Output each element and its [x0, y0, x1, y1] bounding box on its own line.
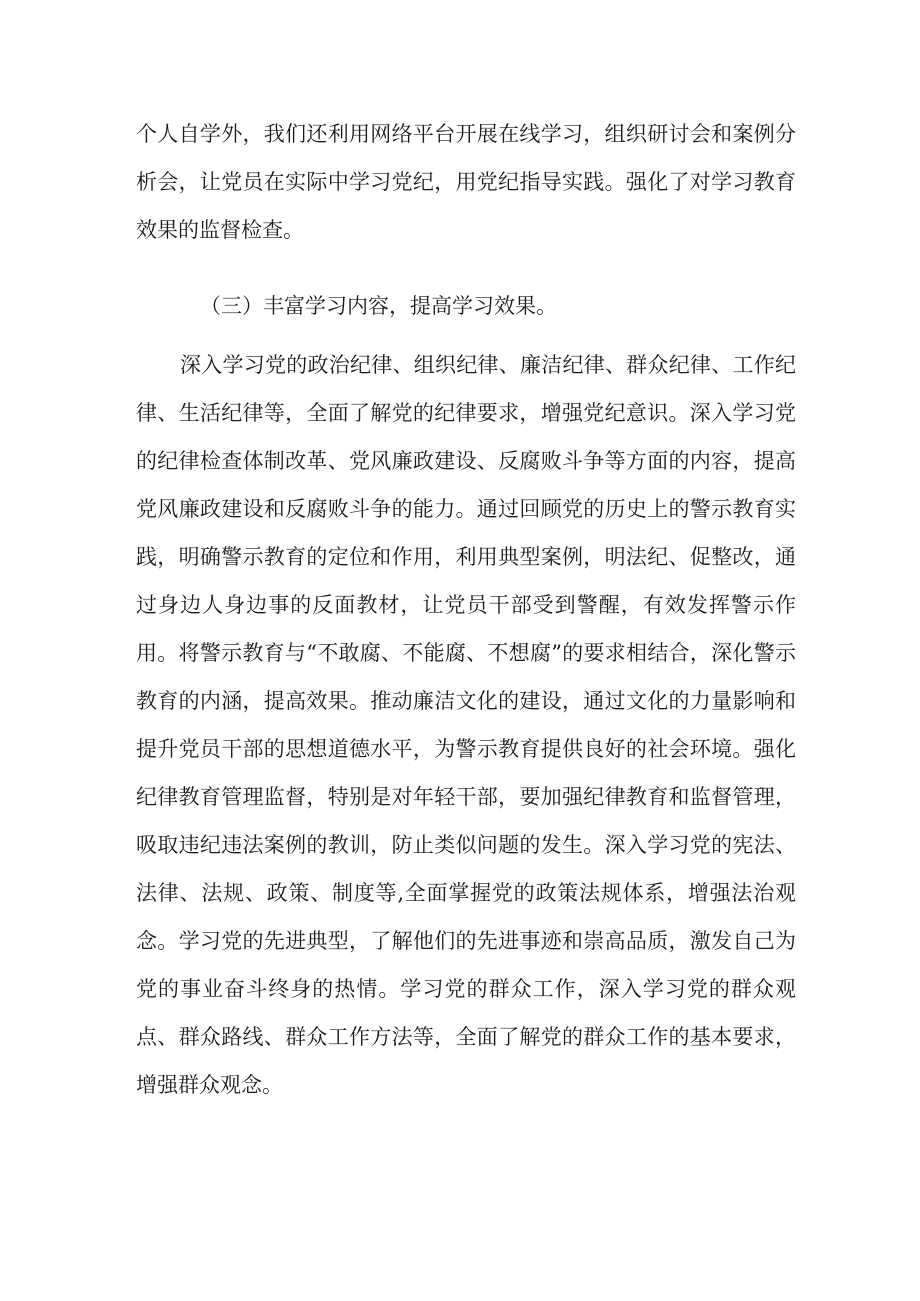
section-heading: （三）丰富学习内容，提高学习效果。	[200, 294, 557, 318]
body-paragraph: 深入学习党的政治纪律、组织纪律、廉洁纪律、群众纪律、工作纪律、生活纪律等，全面了解党的纪律要求，增强党纪意识。深入学习党的纪律检查体制改革、党风廉政建设、反腐败斗争等方面的内容，提高党风廉政建设和反腐败斗争的能力。通过回顾党的历史上的警示教育实践，明确警示教育的定位和作用，利用典型案例，明法纪、促整改，通过身边人身边事的反面教材，让党员干部受到警醒，有效发挥警示作用。将警示教育与“不敢腐、不能腐、不想腐”的要求相结合，深化警示教育的内涵，提高效果。推动廉洁文化的建设，通过文化的力量影响和提升党员干部的思想道德水平，为警示教育提供良好的社会环境。强化纪律教育管理监督，特别是对年轻干部，要加强纪律教育和监督管理，吸取违纪违法案例的教训，防止类似问题的发生。深入学习党的宪法、法律、法规、政策、制度等,全面掌握党的政策法规体系，增强法治观念。学习党的先进典型，了解他们的先进事迹和崇高品质，激发自己为党的事业奋斗终身的热情。学习党的群众工作，深入学习党的群众观点、群众路线、群众工作方法等，全面了解党的群众工作的基本要求，增强群众观念。	[136, 353, 796, 1097]
continuation-paragraph: 个人自学外，我们还利用网络平台开展在线学习，组织研讨会和案例分析会，让党员在实际中学习党纪，用党纪指导实践。强化了对学习教育效果的监督检查。	[136, 122, 796, 242]
